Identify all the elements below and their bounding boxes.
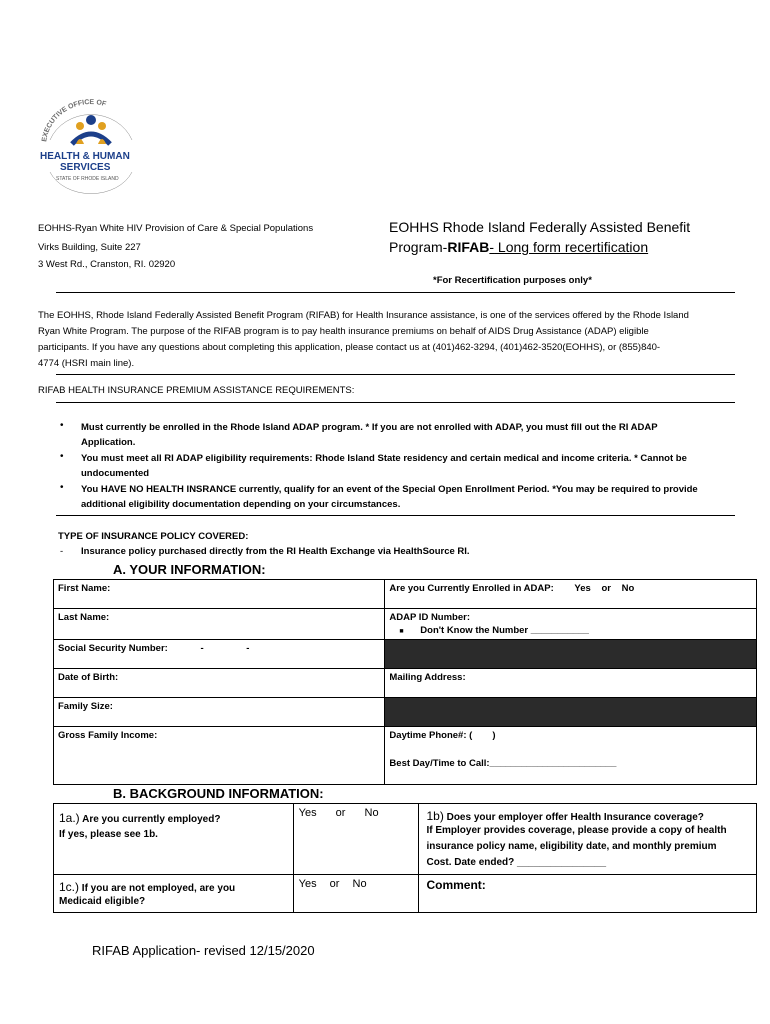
- insurance-type-heading: TYPE OF INSURANCE POLICY COVERED:: [58, 531, 249, 542]
- medicaid-answer: [293, 875, 419, 913]
- svg-text:EXECUTIVE OFFICE OF: EXECUTIVE OFFICE OF: [41, 98, 107, 143]
- intro-paragraph: [38, 308, 689, 372]
- background-information-table: [53, 803, 757, 913]
- title-program: Program-: [389, 239, 448, 255]
- q1c-number: 1c.): [59, 880, 80, 894]
- last-name-label: Last Name:: [58, 612, 110, 623]
- q1c-or-text: or: [329, 878, 340, 890]
- requirements-heading: RIFAB HEALTH INSURANCE PREMIUM ASSISTANCE REQUIREMENTS:: [38, 385, 355, 396]
- q1c-line2: Medicaid eligible?: [59, 896, 146, 907]
- gross-income-label: Gross Family Income:: [58, 730, 158, 741]
- bullet-icon: •: [60, 420, 64, 431]
- best-time-label[interactable]: Best Day/Time to Call:________________________: [389, 758, 617, 769]
- adap-id-field[interactable]: [385, 609, 757, 640]
- requirement-line: You must meet all RI ADAP eligibility requirements: Rhode Island State residency and certain medical and income criteria. * Cannot be: [81, 453, 687, 464]
- intro-line1: The EOHHS, Rhode Island Federally Assisted Benefit Program (RIFAB) for Health Insurance assistance, is one of the services offered by the Rhode Island: [38, 310, 689, 321]
- phone-label: Daytime Phone#: (: [389, 730, 473, 741]
- logo-sub: STATE OF RHODE ISLAND: [56, 176, 119, 182]
- footer-revision: RIFAB Application- revised 12/15/2020: [92, 943, 315, 958]
- dob-field[interactable]: [54, 669, 385, 698]
- adap-id-label: ADAP ID Number:: [389, 612, 471, 623]
- requirement-item: [81, 451, 687, 481]
- q1b-line2: If Employer provides coverage, please provide a copy of health: [426, 825, 727, 836]
- ssn-dash: -: [246, 643, 250, 654]
- phone-field[interactable]: [385, 727, 757, 785]
- q1a-number: 1a.): [59, 811, 80, 825]
- insurance-type-dash: -: [60, 546, 64, 557]
- dob-label: Date of Birth:: [58, 672, 119, 683]
- address-line1: Virks Building, Suite 227: [38, 242, 141, 253]
- gross-income-field[interactable]: [54, 727, 385, 785]
- title-longform: Long form recertification: [494, 239, 649, 255]
- q1b-line4: Cost. Date ended? ________________: [426, 857, 607, 868]
- recert-note: *For Recertification purposes only*: [433, 275, 592, 286]
- shaded-cell: [385, 640, 757, 669]
- divider-4: [56, 515, 735, 516]
- comment-field[interactable]: [419, 875, 757, 913]
- requirement-item: [81, 482, 698, 512]
- adap-yes-option[interactable]: Yes: [574, 583, 591, 594]
- eohhs-logo: [36, 96, 146, 196]
- last-name-field[interactable]: [54, 609, 385, 640]
- title-dash: -: [489, 239, 495, 255]
- q1c-no-option[interactable]: No: [352, 878, 367, 890]
- insurance-type-item: Insurance policy purchased directly from the RI Health Exchange via HealthSource RI.: [81, 546, 470, 557]
- q1a-yes-option[interactable]: Yes: [298, 807, 317, 819]
- q1a-text: Are you currently employed?: [79, 814, 221, 825]
- org-line: EOHHS-Ryan White HIV Provision of Care & Special Populations: [38, 223, 314, 234]
- divider-2: [56, 374, 735, 375]
- adap-dont-know[interactable]: Don't Know the Number ___________: [420, 625, 589, 636]
- intro-line3: participants. If you have any questions about completing this application, please contact us at (401)462-3294, (401)462-3520(EOHHS), or (855)840-: [38, 342, 661, 353]
- q1a-sub: If yes, please see 1b.: [59, 829, 158, 840]
- employed-question: [54, 804, 294, 875]
- logo-line2: SERVICES: [60, 162, 111, 173]
- q1b-line3: insurance policy name, eligibility date, and monthly premium: [426, 841, 717, 852]
- family-size-field[interactable]: [54, 698, 385, 727]
- q1a-or-text: or: [335, 807, 346, 819]
- title-line2: [389, 239, 648, 255]
- q1c-text: If you are not employed, are you: [79, 883, 236, 894]
- title-line1: EOHHS Rhode Island Federally Assisted Benefit: [389, 219, 691, 235]
- employed-answer: [293, 804, 419, 875]
- divider-1: [56, 292, 735, 293]
- q1b-number: 1b): [426, 809, 444, 823]
- ssn-field[interactable]: [54, 640, 385, 669]
- title-rifab: RIFAB: [447, 239, 490, 255]
- square-bullet-icon: ■: [399, 628, 404, 635]
- adap-enrolled-field: [385, 580, 757, 609]
- requirement-line: undocumented: [81, 468, 150, 479]
- bullet-icon: •: [60, 451, 64, 462]
- requirement-line: additional eligibility documentation depending on your circumstances.: [81, 499, 401, 510]
- divider-3: [56, 402, 735, 403]
- comment-label: Comment:: [426, 878, 486, 892]
- intro-line2: Ryan White Program. The purpose of the RIFAB program is to pay health insurance premiums on behalf of AIDS Drug Assistance (ADAP) eligible: [38, 326, 649, 337]
- requirement-line: Application.: [81, 437, 136, 448]
- requirement-line: Must currently be enrolled in the Rhode Island ADAP program. * If you are not enrolled with ADAP, you must fill out the RI ADAP: [81, 422, 658, 433]
- section-b-title: B. BACKGROUND INFORMATION:: [113, 786, 324, 801]
- section-a-title: A. YOUR INFORMATION:: [113, 562, 266, 577]
- intro-line4: 4774 (HSRI main line).: [38, 358, 135, 369]
- adap-no-option[interactable]: No: [621, 583, 635, 594]
- employer-coverage-question[interactable]: [419, 804, 757, 875]
- your-information-table: [53, 579, 757, 785]
- adap-or-text: or: [601, 583, 611, 594]
- mailing-address-label: Mailing Address:: [389, 672, 466, 683]
- q1b-text: Does your employer offer Health Insurance coverage?: [443, 812, 704, 823]
- family-size-label: Family Size:: [58, 701, 113, 712]
- mailing-address-field[interactable]: [385, 669, 757, 698]
- requirement-item: [81, 420, 658, 450]
- first-name-field[interactable]: [54, 580, 385, 609]
- address-line2: 3 West Rd., Cranston, RI. 02920: [38, 259, 176, 270]
- q1c-yes-option[interactable]: Yes: [298, 878, 317, 890]
- logo-line1: HEALTH & HUMAN: [40, 151, 130, 162]
- phone-close: ): [492, 730, 496, 741]
- bullet-icon: •: [60, 482, 64, 493]
- shaded-cell: [385, 698, 757, 727]
- q1a-no-option[interactable]: No: [364, 807, 379, 819]
- first-name-label: First Name:: [58, 583, 111, 594]
- ssn-label: Social Security Number:: [58, 643, 168, 654]
- ssn-dash: -: [200, 643, 204, 654]
- medicaid-question: [54, 875, 294, 913]
- adap-enrolled-label: Are you Currently Enrolled in ADAP:: [389, 583, 554, 594]
- requirement-line: You HAVE NO HEALTH INSRANCE currently, qualify for an event of the Special Open Enrollment Period. *You may be required to provide: [81, 484, 698, 495]
